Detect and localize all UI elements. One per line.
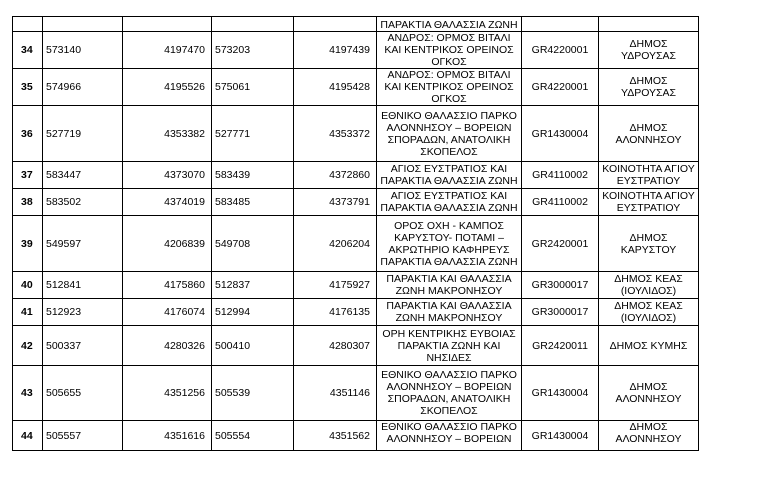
y1-cell: 4280326 xyxy=(123,326,212,366)
x1-cell: 505557 xyxy=(43,421,123,451)
row-number: 36 xyxy=(13,106,43,162)
table-row xyxy=(13,106,699,162)
x1-cell: 500337 xyxy=(43,326,123,366)
x2-cell: 573203 xyxy=(212,32,294,69)
area-cell: ΕΘΝΙΚΟ ΘΑΛΑΣΣΙΟ ΠΑΡΚΟ ΑΛΟΝΝΗΣΟΥ – ΒΟΡΕΙΩΝ ΣΠΟΡΑΔΩΝ, ΑΝΑΤΟΛΙΚΗ ΣΚΟΠΕΛΟΣ xyxy=(377,106,522,162)
x1-cell: 573140 xyxy=(43,32,123,69)
municipality-cell: ΔΗΜΟΣ ΑΛΟΝΝΗΣΟΥ xyxy=(599,366,699,421)
municipality-cell: ΔΗΜΟΣ ΑΛΟΝΝΗΣΟΥ xyxy=(599,106,699,162)
area-cell: ΑΓΙΟΣ ΕΥΣΤΡΑΤΙΟΣ ΚΑΙ ΠΑΡΑΚΤΙΑ ΘΑΛΑΣΣΙΑ ΖΩΝΗ xyxy=(377,189,522,216)
area-cell: ΑΓΙΟΣ ΕΥΣΤΡΑΤΙΟΣ ΚΑΙ ΠΑΡΑΚΤΙΑ ΘΑΛΑΣΣΙΑ ΖΩΝΗ xyxy=(377,162,522,189)
municipality-cell: ΔΗΜΟΣ ΥΔΡΟΥΣΑΣ xyxy=(599,32,699,69)
x1-cell: 549597 xyxy=(43,216,123,272)
area-cell: ΕΘΝΙΚΟ ΘΑΛΑΣΣΙΟ ΠΑΡΚΟ ΑΛΟΝΝΗΣΟΥ – ΒΟΡΕΙΩΝ ΣΠΟΡΑΔΩΝ, ΑΝΑΤΟΛΙΚΗ ΣΚΟΠΕΛΟΣ xyxy=(377,366,522,421)
y2-cell: 4373791 xyxy=(294,189,377,216)
code-cell: GR1430004 xyxy=(522,366,599,421)
area-cell: ΕΘΝΙΚΟ ΘΑΛΑΣΣΙΟ ΠΑΡΚΟ ΑΛΟΝΝΗΣΟΥ – ΒΟΡΕΙΩΝ xyxy=(377,421,522,451)
area-cell: ΠΑΡΑΚΤΙΑ ΚΑΙ ΘΑΛΑΣΣΙΑ ΖΩΝΗ ΜΑΚΡΟΝΗΣΟΥ xyxy=(377,299,522,326)
municipality-cell: ΚΟΙΝΟΤΗΤΑ ΑΓΙΟΥ ΕΥΣΤΡΑΤΙΟΥ xyxy=(599,162,699,189)
x1-cell: 583502 xyxy=(43,189,123,216)
table-row xyxy=(13,189,699,216)
row-number: 42 xyxy=(13,326,43,366)
x2-cell: 583485 xyxy=(212,189,294,216)
x2-cell: 512837 xyxy=(212,272,294,299)
row-number: 34 xyxy=(13,32,43,69)
x1-cell: 512923 xyxy=(43,299,123,326)
x2-cell: 500410 xyxy=(212,326,294,366)
x1-cell: 527719 xyxy=(43,106,123,162)
table-row xyxy=(13,69,699,106)
y2-cell: 4351562 xyxy=(294,421,377,451)
municipality-cell: ΔΗΜΟΣ ΚΥΜΗΣ xyxy=(599,326,699,366)
area-cell: ΑΝΔΡΟΣ: ΟΡΜΟΣ ΒΙΤΑΛΙ ΚΑΙ ΚΕΝΤΡΙΚΟΣ ΟΡΕΙΝΟΣ ΟΓΚΟΣ xyxy=(377,32,522,69)
y1-cell: 4197470 xyxy=(123,32,212,69)
y2-cell: 4197439 xyxy=(294,32,377,69)
municipality-cell: ΔΗΜΟΣ ΥΔΡΟΥΣΑΣ xyxy=(599,69,699,106)
y2-cell: 4372860 xyxy=(294,162,377,189)
x2-cell: 575061 xyxy=(212,69,294,106)
row-number: 35 xyxy=(13,69,43,106)
y1-cell: 4175860 xyxy=(123,272,212,299)
y2-cell: 4206204 xyxy=(294,216,377,272)
code-cell: GR4110002 xyxy=(522,189,599,216)
code-cell: GR4220001 xyxy=(522,32,599,69)
table-row xyxy=(13,162,699,189)
y1-cell: 4373070 xyxy=(123,162,212,189)
y2-cell: 4175927 xyxy=(294,272,377,299)
municipality-cell: ΔΗΜΟΣ ΚΕΑΣ (ΙΟΥΛΙΔΟΣ) xyxy=(599,272,699,299)
table-row xyxy=(13,272,699,299)
x2-cell: 583439 xyxy=(212,162,294,189)
code-cell: GR4220001 xyxy=(522,69,599,106)
y1-cell: 4351616 xyxy=(123,421,212,451)
code-cell: GR3000017 xyxy=(522,299,599,326)
x2-cell: 512994 xyxy=(212,299,294,326)
area-cell: ΟΡΟΣ ΟΧΗ - ΚΑΜΠΟΣ ΚΑΡΥΣΤΟΥ- ΠΟΤΑΜΙ – ΑΚΡΩΤΗΡΙΟ ΚΑΦΗΡΕΥΣ ΠΑΡΑΚΤΙΑ ΘΑΛΑΣΣΙΑ ΖΩΝΗ xyxy=(377,216,522,272)
municipality-cell: ΔΗΜΟΣ ΚΕΑΣ (ΙΟΥΛΙΔΟΣ) xyxy=(599,299,699,326)
y2-cell: 4353372 xyxy=(294,106,377,162)
area-cell: ΠΑΡΑΚΤΙΑ ΘΑΛΑΣΣΙΑ ΖΩΝΗ xyxy=(377,17,522,32)
x2-cell: 505539 xyxy=(212,366,294,421)
row-number: 43 xyxy=(13,366,43,421)
code-cell: GR1430004 xyxy=(522,421,599,451)
y1-cell: 4351256 xyxy=(123,366,212,421)
municipality-cell: ΔΗΜΟΣ ΚΑΡΥΣΤΟΥ xyxy=(599,216,699,272)
x2-cell: 527771 xyxy=(212,106,294,162)
row-number: 44 xyxy=(13,421,43,451)
table-row xyxy=(13,299,699,326)
row-number: 38 xyxy=(13,189,43,216)
area-cell: ΟΡΗ ΚΕΝΤΡΙΚΗΣ ΕΥΒΟΙΑΣ ΠΑΡΑΚΤΙΑ ΖΩΝΗ ΚΑΙ ΝΗΣΙΔΕΣ xyxy=(377,326,522,366)
municipality-cell: ΔΗΜΟΣ ΑΛΟΝΝΗΣΟΥ xyxy=(599,421,699,451)
y2-cell: 4280307 xyxy=(294,326,377,366)
area-cell: ΑΝΔΡΟΣ: ΟΡΜΟΣ ΒΙΤΑΛΙ ΚΑΙ ΚΕΝΤΡΙΚΟΣ ΟΡΕΙΝΟΣ ΟΓΚΟΣ xyxy=(377,69,522,106)
table-row xyxy=(13,366,699,421)
code-cell: GR2420011 xyxy=(522,326,599,366)
y1-cell: 4176074 xyxy=(123,299,212,326)
coordinates-table xyxy=(12,16,699,451)
area-cell: ΠΑΡΑΚΤΙΑ ΚΑΙ ΘΑΛΑΣΣΙΑ ΖΩΝΗ ΜΑΚΡΟΝΗΣΟΥ xyxy=(377,272,522,299)
y1-cell: 4206839 xyxy=(123,216,212,272)
y2-cell: 4176135 xyxy=(294,299,377,326)
code-cell: GR2420001 xyxy=(522,216,599,272)
municipality-cell: ΚΟΙΝΟΤΗΤΑ ΑΓΙΟΥ ΕΥΣΤΡΑΤΙΟΥ xyxy=(599,189,699,216)
code-cell: GR4110002 xyxy=(522,162,599,189)
x1-cell: 574966 xyxy=(43,69,123,106)
x2-cell: 505554 xyxy=(212,421,294,451)
row-number: 39 xyxy=(13,216,43,272)
y2-cell: 4351146 xyxy=(294,366,377,421)
table-row xyxy=(13,32,699,69)
table-row xyxy=(13,326,699,366)
x2-cell: 549708 xyxy=(212,216,294,272)
code-cell: GR1430004 xyxy=(522,106,599,162)
table-row xyxy=(13,421,699,451)
partial-row xyxy=(13,17,699,32)
y1-cell: 4353382 xyxy=(123,106,212,162)
code-cell: GR3000017 xyxy=(522,272,599,299)
row-number: 40 xyxy=(13,272,43,299)
x1-cell: 583447 xyxy=(43,162,123,189)
table-row xyxy=(13,216,699,272)
y1-cell: 4374019 xyxy=(123,189,212,216)
x1-cell: 505655 xyxy=(43,366,123,421)
y1-cell: 4195526 xyxy=(123,69,212,106)
x1-cell: 512841 xyxy=(43,272,123,299)
y2-cell: 4195428 xyxy=(294,69,377,106)
row-number: 41 xyxy=(13,299,43,326)
row-number: 37 xyxy=(13,162,43,189)
